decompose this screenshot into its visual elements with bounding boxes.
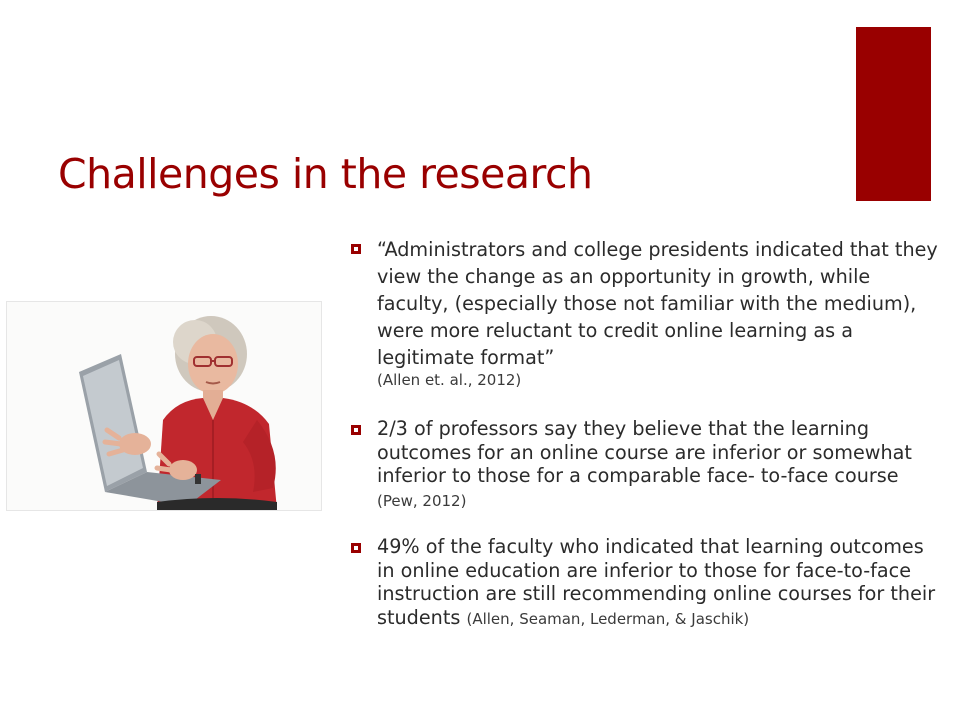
bullet-citation: (Allen, Seaman, Lederman, & Jaschik) xyxy=(466,609,750,628)
square-bullet-icon xyxy=(351,543,361,553)
square-bullet-icon xyxy=(351,244,361,254)
bullet-citation: (Allen et. al., 2012) xyxy=(377,371,522,389)
woman-with-laptop-photo xyxy=(6,301,322,511)
bullet-citation: (Pew, 2012) xyxy=(377,491,467,510)
square-bullet-icon xyxy=(351,425,361,435)
bullet-text: 49% of the faculty who indicated that learning outcomes in online education are inferior to those for face-to-face instruction are still recommending online courses for their students xyxy=(377,535,936,629)
bullet-list xyxy=(351,236,941,653)
slide-title: Challenges in the research xyxy=(58,150,593,198)
list-item xyxy=(351,417,941,513)
bullet-text: “Administrators and college presidents indicated that they view the change as an opportunity in growth, while faculty, (especially those not familiar with the medium), were more reluctant to credit online learning as a legitimate format” xyxy=(377,238,938,369)
accent-bar xyxy=(856,27,931,201)
woman-with-laptop-illustration xyxy=(7,302,321,510)
list-item xyxy=(351,535,941,631)
list-item xyxy=(351,236,941,391)
bullet-text: 2/3 of professors say they believe that the learning outcomes for an online course are inferior or somewhat inferior to those for a comparable face- to-face course xyxy=(377,417,912,487)
